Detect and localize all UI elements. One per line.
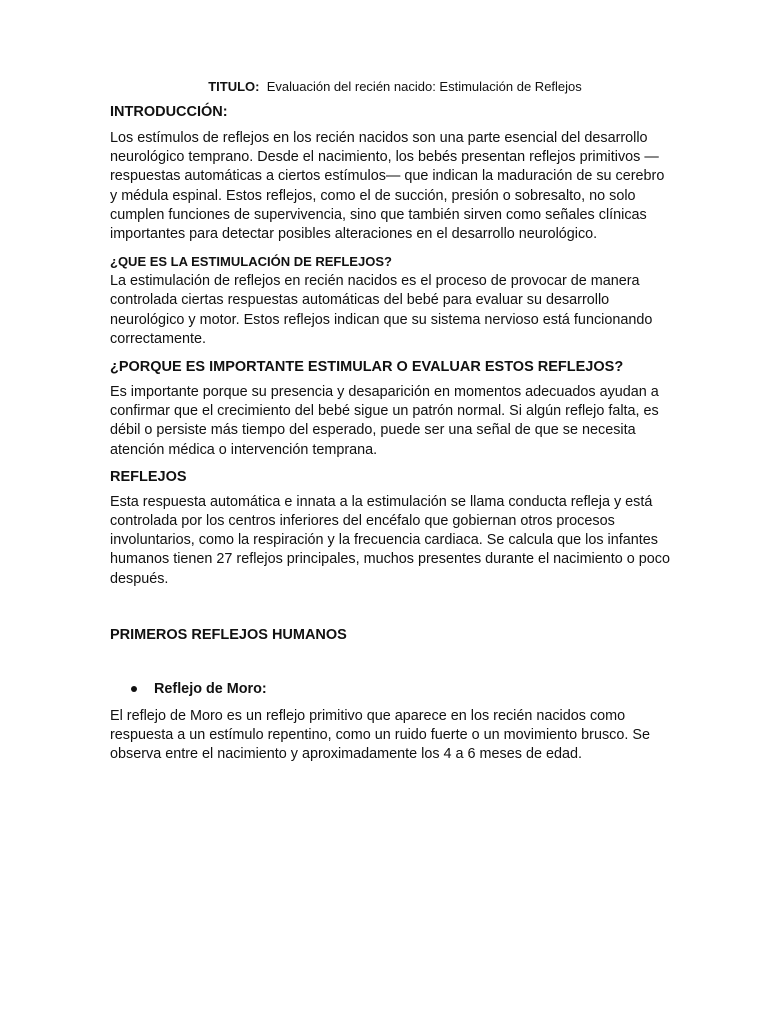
intro-paragraph: Los estímulos de reflejos en los recién nacidos son una parte esencial del desarrollo neurológico temprano. Desde el nacimiento, los bebés presentan reflejos primitivos —respuestas automáticas a ciertos estímulos— que indican la maduración de su cerebro y médula espinal. Estos reflejos, como el de succión, presión o sobresalto, no solo cumplen funciones de supervivencia, sino que también sirven como señales clínicas importantes para detectar posibles alteraciones en el desarrollo neurológico. [110,130,665,243]
what-is-paragraph: La estimulación de reflejos en recién nacidos es el proceso de provocar de manera controlada ciertas respuestas automáticas del bebé para evaluar su desarrollo neurológico y motor. Estos reflejos indican que su sistema nervioso está funcionando correctamente. [110,273,653,347]
moro-reflex-paragraph: El reflejo de Moro es un reflejo primitivo que aparece en los recién nacidos como respuesta a un estímulo repentino, como un ruido fuerte o un movimiento brusco. Se observa entre el nacimiento y aproximadamente los 4 a 6 meses de edad. [110,707,650,763]
what-is-heading: ¿QUE ES LA ESTIMULACIÓN DE REFLEJOS? [110,254,392,270]
bullet-icon [131,686,137,692]
document-page [110,78,670,764]
first-reflexes-heading: PRIMEROS REFLEJOS HUMANOS [110,626,347,643]
moro-reflex-label: Reflejo de Moro: [154,680,267,697]
list-item [131,679,670,699]
why-important-heading: ¿PORQUE ES IMPORTANTE ESTIMULAR O EVALUAR ESTOS REFLEJOS? [110,359,624,376]
title-label: TITULO: [208,79,260,94]
why-important-paragraph: Es importante porque su presencia y desaparición en momentos adecuados ayudan a confirmar que el crecimiento del bebé sigue un patrón normal. Si algún reflejo falta, es débil o persiste más tiempo del esperado, puede ser una señal de que se necesita atención médica o intervención temprana. [110,384,659,458]
reflexes-paragraph: Esta respuesta automática e innata a la estimulación se llama conducta refleja y está controlada por los centros inferiores del encéfalo que gobiernan otros procesos involuntarios, como la respiración y la frecuencia cardiaca. Se calcula que los infantes humanos tienen 27 reflejos principales, muchos presentes durante el nacimiento o poco después. [110,493,670,587]
reflexes-heading: REFLEJOS [110,468,187,485]
document-title [110,78,670,96]
title-text: Evaluación del recién nacido: Estimulación de Reflejos [266,79,582,94]
intro-heading: INTRODUCCIÓN: [110,104,228,120]
